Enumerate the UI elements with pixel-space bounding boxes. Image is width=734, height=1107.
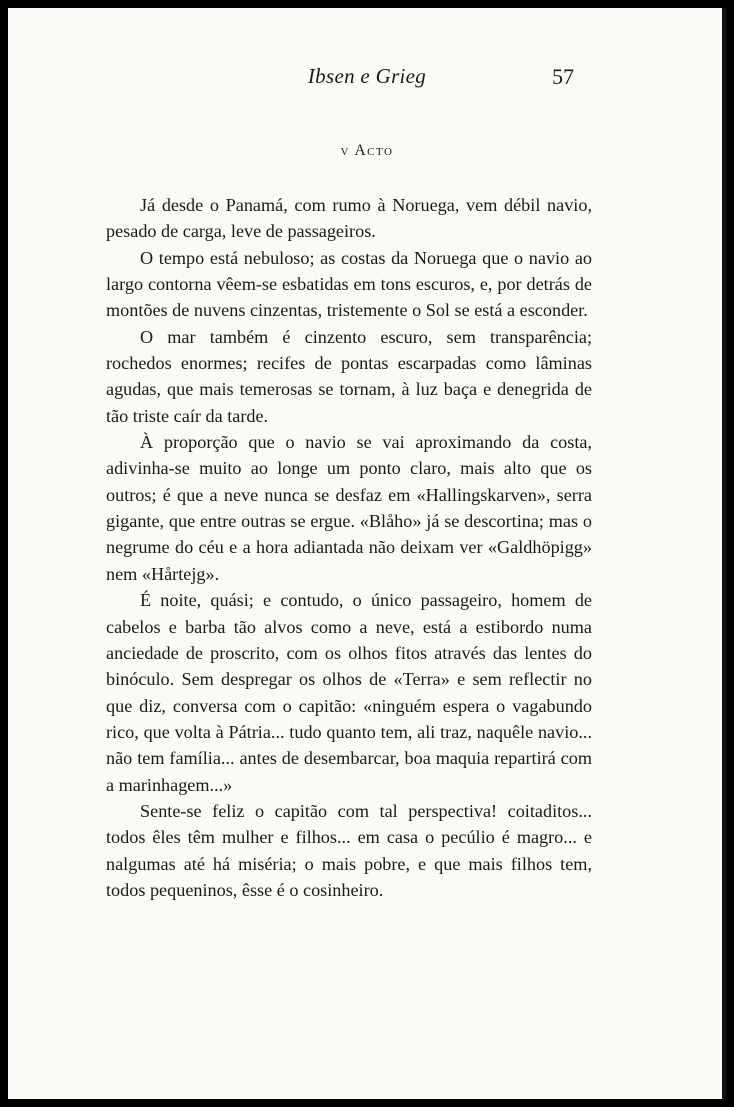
paragraph: Já desde o Panamá, com rumo à Noruega, vem débil navio, pesado de carga, leve de passageiros. xyxy=(106,195,592,242)
book-page xyxy=(8,8,726,1099)
paragraph: É noite, quási; e contudo, o único passageiro, homem de cabelos e barba tão alvos como a neve, está a estibordo numa anciedade de proscrito, com os olhos fitos através das lentes do binóculo. Sem despregar os olhos de «Terra» e sem reflectir no que diz, conversa com o capitão: «ninguém espera o vagabundo rico, que volta à Pátria... tudo quanto tem, ali traz, naquêle navio... não tem família... antes de desembarcar, boa maquia repartirá com a marinhagem...» xyxy=(106,590,592,795)
chapter-title: v Acto xyxy=(340,142,394,159)
paragraph: À proporção que o navio se vai aproximando da costa, adivinha-se muito ao longe um ponto claro, mais alto que os outros; é que a neve nunca se desfaz em «Hallingskarven», serra gigante, que entre outras se ergue. «Blåho» já se descortina; mas o negrume do céu e a hora adiantada não deixam ver «Galdhöpigg» nem «Hårtejg». xyxy=(106,432,592,584)
page-number: 57 xyxy=(552,64,574,89)
running-title: Ibsen e Grieg xyxy=(307,64,427,88)
running-head xyxy=(8,64,726,92)
body-text xyxy=(106,192,592,903)
page-edge-rule xyxy=(722,8,726,1099)
paragraph: O mar também é cinzento escuro, sem transparência; rochedos enormes; recifes de pontas escarpadas como lâminas agudas, que mais temerosas se tornam, à luz baça e denegrida de tão triste caír da tarde. xyxy=(106,326,592,426)
paragraph: O tempo está nebuloso; as costas da Noruega que o navio ao largo contorna vêem-se esbatidas em tons escuros, e, por detrás de montões de nuvens cinzentas, tristemente o Sol se está a esconder. xyxy=(106,247,592,321)
paragraph: Sente-se feliz o capitão com tal perspectiva! coitaditos... todos êles têm mulher e filhos... em casa o pecúlio é magro... e nalgumas até há miséria; o mais pobre, e que mais filhos tem, todos pequeninos, êsse é o cosinheiro. xyxy=(106,800,592,900)
